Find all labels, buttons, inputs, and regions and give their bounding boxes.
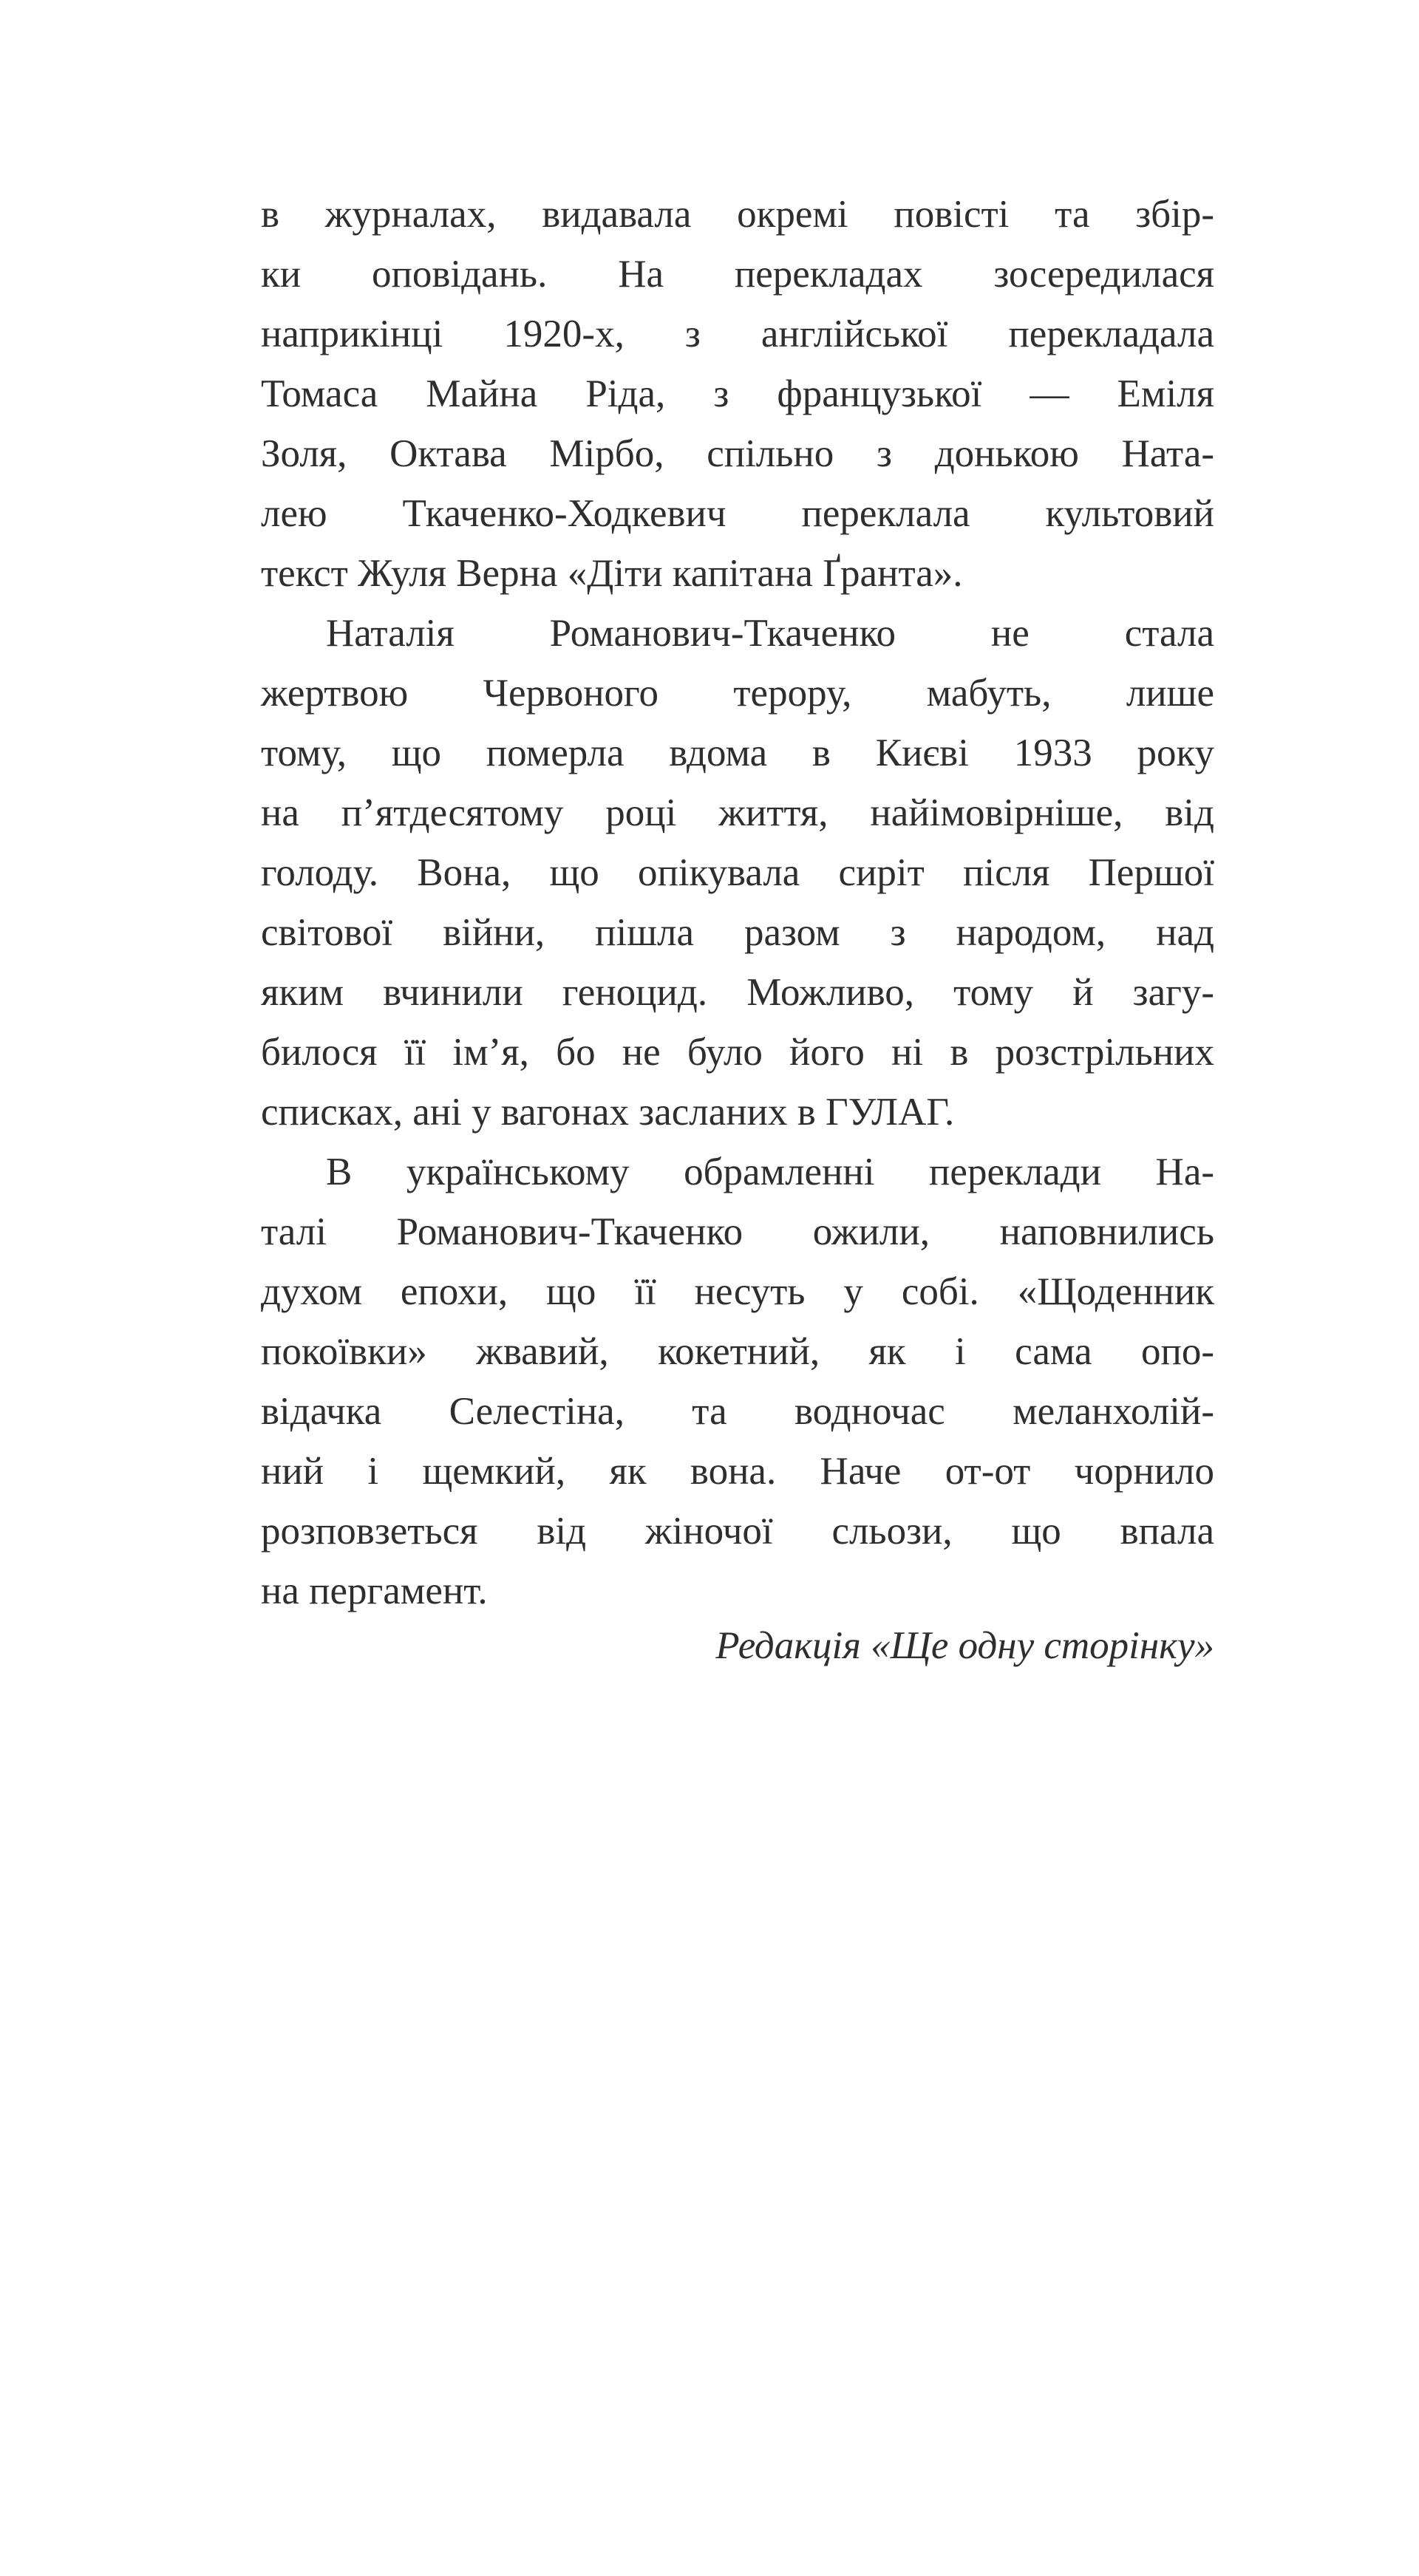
text-line: покоївки» жвавий, кокетний, як і сама опо- [261,1330,1214,1373]
text-line: на п’ятдесятому році життя, найімовірніше, від [261,791,1214,834]
text-line: духом епохи, що її несуть у собі. «Щоденник [261,1270,1214,1313]
text-line: відачка Селестіна, та водночас меланхолій- [261,1390,1214,1433]
text-line: яким вчинили геноцид. Можливо, тому й загу- [261,971,1214,1014]
book-page-text [261,185,1214,1674]
text-line: розповзеться від жіночої сльози, що впала [261,1510,1214,1553]
paragraph-translations [261,185,1214,604]
text-line: списках, ані у вагонах засланих в ГУЛАГ. [261,1091,955,1134]
paragraph-framing [261,1142,1214,1621]
editorial-signature: Редакція «Ще одну сторінку» [715,1624,1214,1667]
text-line: текст Жуля Верна «Діти капітана Ґранта». [261,552,963,595]
text-line: Наталія Романович-Ткаченко не стала [326,612,1214,655]
text-line: тому, що померла вдома в Києві 1933 року [261,732,1214,774]
text-line: світової війни, пішла разом з народом, над [261,911,1214,954]
text-line: ний і щемкий, як вона. Наче от-от чорнило [261,1450,1214,1493]
text-line: Томаса Майна Ріда, з французької — Еміля [261,372,1214,415]
text-line: ки оповідань. На перекладах зосередилася [261,253,1214,296]
text-line: Золя, Октава Мірбо, спільно з донькою Ната- [261,432,1214,475]
text-line: на пергамент. [261,1570,488,1612]
text-line: В українському обрамленні переклади На- [326,1151,1214,1193]
text-line: билося її ім’я, бо не було його ні в розстрільних [261,1031,1214,1074]
text-line: лею Ткаченко-Ходкевич переклала культовий [261,492,1214,535]
text-line: жертвою Червоного терору, мабуть, лише [261,672,1214,715]
paragraph-biography [261,604,1214,1142]
text-line: голоду. Вона, що опікувала сиріт після Першої [261,851,1214,894]
text-line: наприкінці 1920-х, з англійської перекладала [261,313,1214,355]
text-line: талі Романович-Ткаченко ожили, наповнились [261,1210,1214,1253]
text-line: в журналах, видавала окремі повісті та збір- [261,193,1214,236]
